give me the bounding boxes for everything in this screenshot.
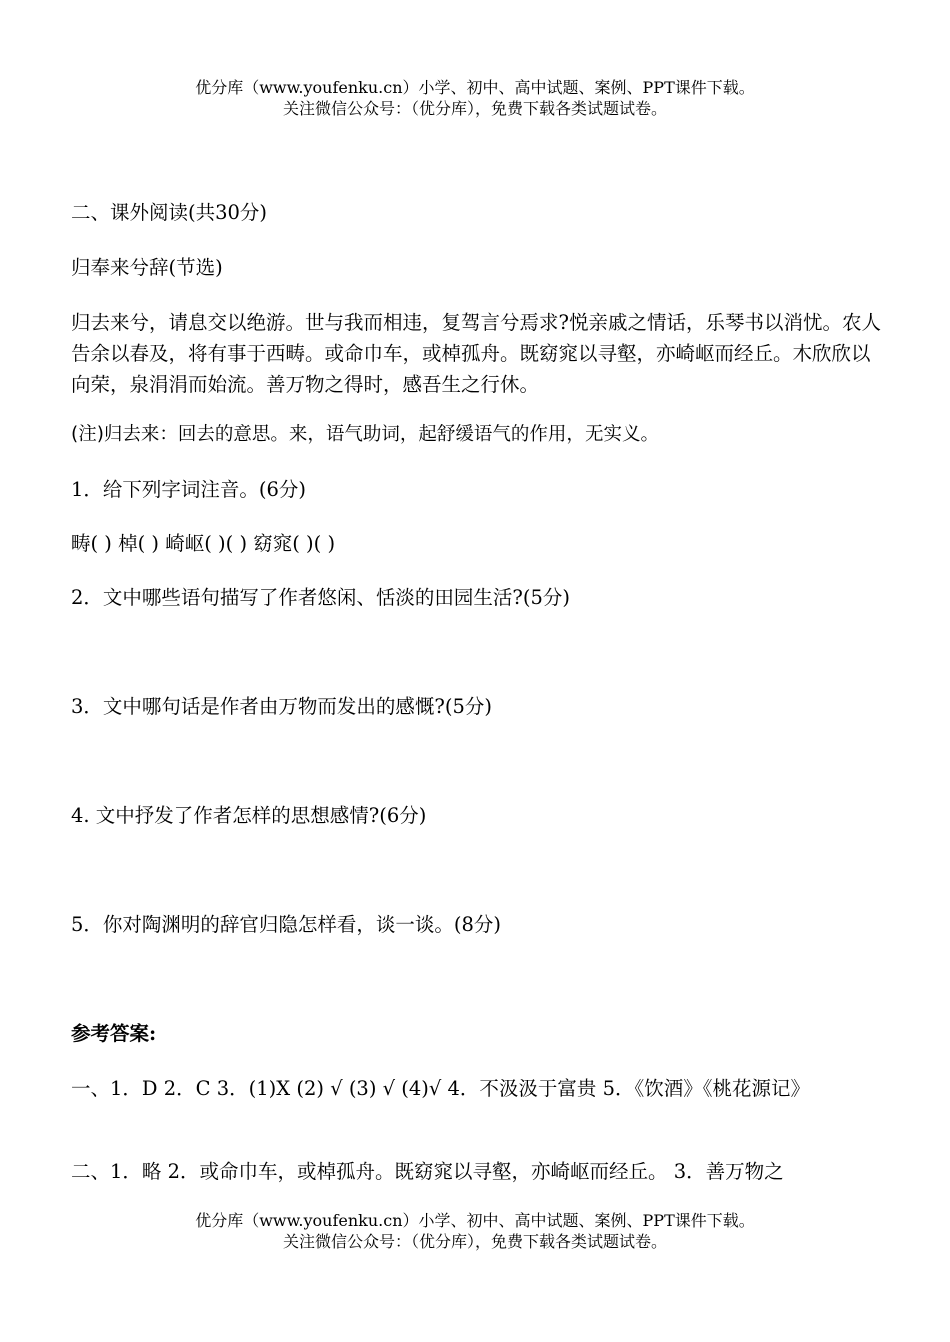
header-line-1: 优分库（www.youfenku.cn）小学、初中、高中试题、案例、PPT课件下载。: [195, 78, 755, 97]
question-5: 5．你对陶渊明的辞官归隐怎样看，谈一谈。(8分): [71, 913, 502, 936]
question-1-items: 畴( ) 棹( ) 崎岖( )( ) 窈窕( )( ): [71, 532, 336, 555]
question-1: 1．给下列字词注音。(6分): [71, 478, 307, 501]
passage-title: 归奉来兮辞(节选): [71, 256, 223, 279]
page-header: [0, 77, 950, 119]
question-2: 2．文中哪些语句描写了作者悠闲、恬淡的田园生活?(5分): [71, 586, 570, 609]
answers-part-1: 一、1．D 2．C 3．(1)X (2) √ (3) √ (4)√ 4．不汲汲于富贵 5．《饮酒》《桃花源记》: [71, 1077, 811, 1100]
passage-note: (注)归去来：回去的意思。来，语气助词，起舒缓语气的作用，无实义。: [71, 424, 659, 445]
answers-heading: 参考答案:: [71, 1022, 157, 1045]
question-3: 3．文中哪句话是作者由万物而发出的感慨?(5分): [71, 695, 492, 718]
page-footer: [0, 1210, 950, 1252]
section-heading: 二、课外阅读(共30分): [71, 201, 268, 224]
footer-line-1: 优分库（www.youfenku.cn）小学、初中、高中试题、案例、PPT课件下载。: [195, 1211, 755, 1230]
question-4: 4. 文中抒发了作者怎样的思想感情?(6分): [71, 804, 427, 827]
passage-text: 归去来兮，请息交以绝游。世与我而相违，复驾言兮焉求?悦亲戚之情话，乐琴书以消忧。农人告余以春及，将有事于西畴。或命巾车，或棹孤舟。既窈窕以寻壑，亦崎岖而经丘。木欣欣以向荣，泉涓涓而始流。善万物之得时，感吾生之行休。: [71, 311, 881, 396]
footer-line-2: 关注微信公众号：（优分库），免费下载各类试题试卷。: [282, 1232, 667, 1251]
answers-part-2: 二、1．略 2．或命巾车，或棹孤舟。既窈窕以寻壑，亦崎岖而经丘。 3．善万物之: [71, 1160, 784, 1183]
header-line-2: 关注微信公众号：（优分库），免费下载各类试题试卷。: [282, 99, 667, 118]
